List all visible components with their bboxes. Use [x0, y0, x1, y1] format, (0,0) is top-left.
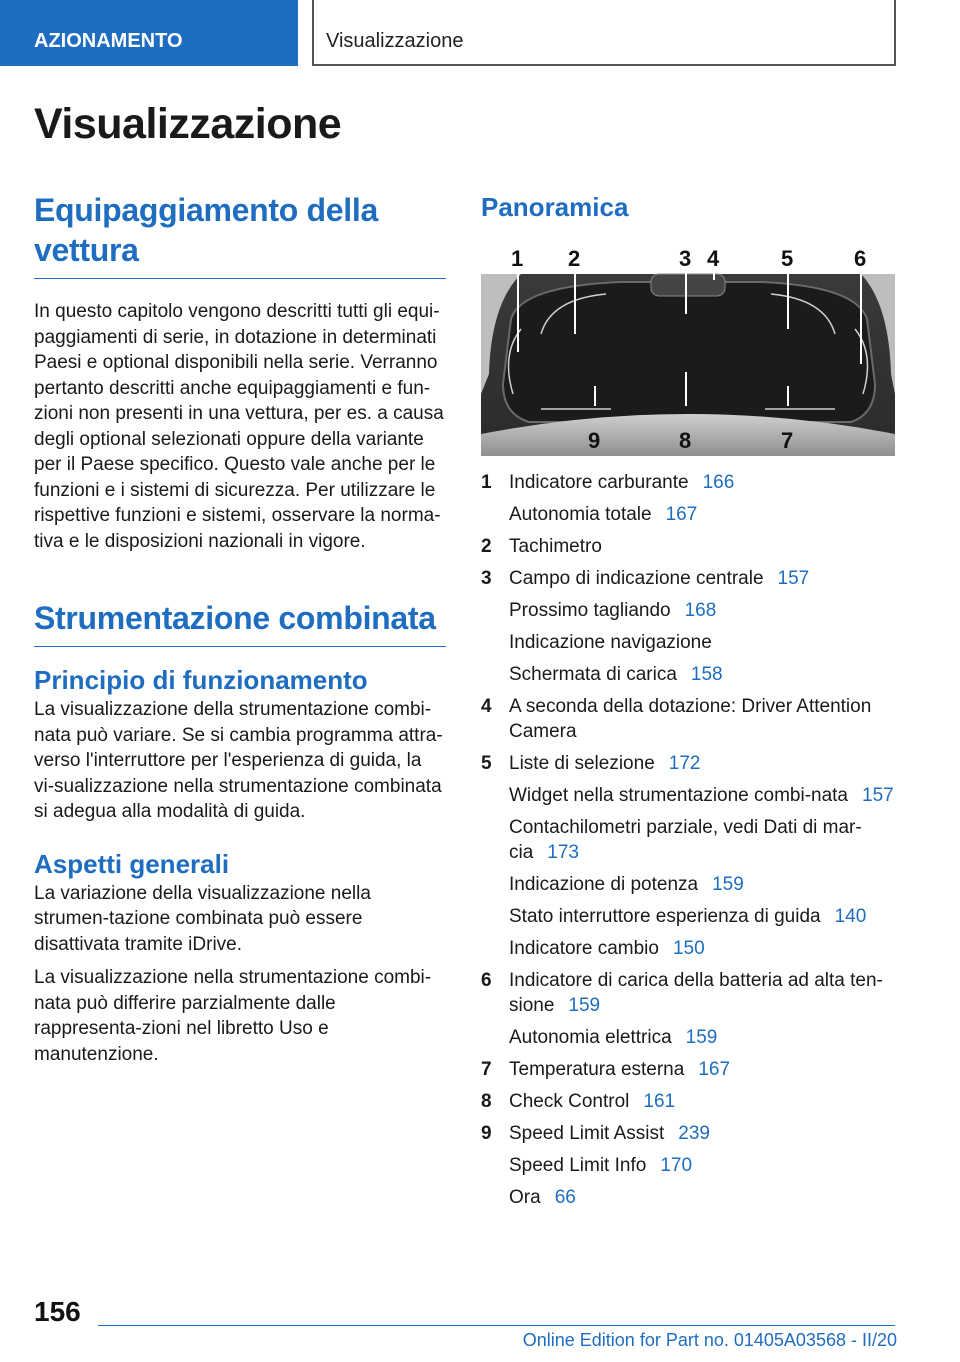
paragraph-vehicle-equipment: In questo capitolo vengono descritti tutti gli equi-paggiamenti di serie, in dotazione in determinati Paesi e optional disponibili nella serie. Verranno pertanto descritti anche equipaggiamenti e fun-zioni non presenti in una vettura, per es. a causa degli optional selezionati oppure della variante per il Paese specifico. Questo vale anche per le funzioni e i sistemi di sicurezza. Per utilizzare le rispettive funzioni e sistemi, osservare la norma-tiva e le disposizioni nazionali in vigore. — [34, 301, 444, 552]
legend-text: Indicazione di potenza — [509, 874, 699, 895]
page-reference-link[interactable]: 66 — [554, 1187, 576, 1208]
legend-text: Indicatore di carica della batteria ad alta ten-sione — [509, 970, 883, 1016]
legend-text: Widget nella strumentazione combi-nata — [509, 785, 849, 806]
page-number: 156 — [34, 1296, 81, 1327]
page-reference-link[interactable]: 159 — [712, 874, 744, 895]
legend-text: Autonomia totale — [509, 504, 652, 525]
legend-number: 1 — [481, 472, 492, 493]
legend-item — [481, 783, 895, 808]
legend-item — [481, 936, 895, 961]
callout-2: 2 — [568, 246, 581, 271]
footer-edition-text: Online Edition for Part no. 01405A03568 - II/20 — [522, 1330, 897, 1350]
legend-number — [481, 1025, 509, 1050]
legend-item — [481, 598, 895, 623]
page-reference-link[interactable]: 158 — [690, 664, 723, 685]
callout-numbers-top — [511, 246, 866, 271]
heading-operating-principle: Principio di funzionamento — [34, 665, 368, 695]
heading-vehicle-equipment: Equipaggiamento della vettura — [34, 190, 446, 279]
legend-number: 4 — [481, 696, 492, 717]
legend-text: Indicazione navigazione — [509, 632, 712, 653]
legend-item — [481, 502, 895, 527]
page-reference-link[interactable]: 157 — [777, 568, 810, 589]
heading-instrument-cluster: Strumentazione combinata — [34, 598, 446, 647]
legend-item — [481, 751, 895, 776]
legend-number: 7 — [481, 1059, 492, 1080]
legend-item — [481, 630, 895, 655]
legend-text: Stato interruttore esperienza di guida — [509, 906, 821, 927]
callout-1: 1 — [511, 246, 524, 271]
legend-item — [481, 872, 895, 897]
page-reference-link[interactable]: 170 — [660, 1155, 693, 1176]
legend-text: Prossimo tagliando — [509, 600, 671, 621]
paragraph-operating-principle: La visualizzazione della strumentazione combi-nata può variare. Se si cambia programma attra-verso l'interruttore per l'esperienza di guida, la vi-sualizzazione nella strumentazione combinata si adegua alla modalità di guida. — [34, 699, 443, 822]
legend-text: Schermata di carica — [509, 664, 677, 685]
legend-item — [481, 662, 895, 687]
paragraph-general-1: La variazione della visualizzazione nella strumen-tazione combinata può essere disattivata tramite iDrive. — [34, 882, 371, 955]
page-reference-link[interactable]: 161 — [643, 1091, 676, 1112]
legend-item — [481, 815, 895, 865]
page-reference-link[interactable]: 159 — [568, 995, 601, 1016]
header-chapter-label: Visualizzazione — [312, 0, 896, 66]
legend-text: Speed Limit Assist — [509, 1123, 665, 1144]
page-reference-link[interactable]: 140 — [834, 906, 867, 927]
page-reference-link[interactable]: 150 — [672, 938, 705, 959]
page-reference-link[interactable]: 159 — [685, 1027, 718, 1048]
legend-number: 5 — [481, 753, 492, 774]
right-column — [481, 190, 895, 1217]
figure-legend — [481, 470, 895, 1210]
legend-item — [481, 1025, 895, 1050]
legend-text: Check Control — [509, 1091, 630, 1112]
page-title: Visualizzazione — [34, 100, 342, 148]
legend-text: Indicatore cambio — [509, 938, 659, 959]
page-reference-link[interactable]: 173 — [547, 842, 579, 863]
legend-text: A seconda della dotazione: Driver Attention Camera — [509, 696, 872, 742]
callout-8: 8 — [679, 428, 692, 453]
legend-number — [481, 936, 509, 961]
paragraph-general-2: La visualizzazione nella strumentazione combi-nata può differire parzialmente dalle rappresenta-zioni nel libretto Uso e manutenzione. — [34, 967, 432, 1065]
legend-item — [481, 694, 895, 744]
callout-4: 4 — [707, 246, 720, 271]
page-reference-link[interactable]: 239 — [678, 1123, 710, 1144]
footer-divider — [98, 1325, 895, 1326]
legend-text: Campo di indicazione centrale — [509, 568, 764, 589]
legend-text: Tachimetro — [509, 536, 602, 557]
legend-item — [481, 566, 895, 591]
legend-text: Speed Limit Info — [509, 1155, 647, 1176]
legend-number — [481, 783, 509, 808]
legend-number — [481, 1185, 509, 1210]
instrument-cluster-figure — [481, 244, 895, 456]
legend-item — [481, 1121, 895, 1146]
legend-item — [481, 1185, 895, 1210]
callout-3: 3 — [679, 246, 692, 271]
legend-item — [481, 1153, 895, 1178]
legend-item — [481, 1057, 895, 1082]
legend-text: Autonomia elettrica — [509, 1027, 672, 1048]
legend-text: Contachilometri parziale, vedi Dati di mar-cia — [509, 817, 862, 863]
left-column — [34, 190, 446, 1067]
header-section-label: AZIONAMENTO — [0, 0, 298, 66]
callout-7: 7 — [781, 428, 794, 453]
legend-number: 8 — [481, 1091, 492, 1112]
heading-general-aspects: Aspetti generali — [34, 848, 230, 879]
legend-item — [481, 470, 895, 495]
callout-6: 6 — [854, 246, 867, 271]
callout-9: 9 — [588, 428, 601, 453]
legend-number: 6 — [481, 970, 492, 991]
legend-text: Liste di selezione — [509, 753, 655, 774]
callout-5: 5 — [781, 246, 794, 271]
legend-number — [481, 904, 509, 929]
page-reference-link[interactable]: 167 — [665, 504, 698, 525]
page-reference-link[interactable]: 167 — [698, 1059, 731, 1080]
page-reference-link[interactable]: 157 — [862, 785, 894, 806]
cluster-housing — [503, 282, 875, 422]
page-reference-link[interactable]: 166 — [702, 472, 735, 493]
page-reference-link[interactable]: 168 — [684, 600, 717, 621]
legend-number — [481, 630, 509, 655]
legend-number — [481, 662, 509, 687]
legend-number — [481, 1153, 509, 1178]
legend-number: 2 — [481, 536, 492, 557]
legend-number — [481, 598, 509, 623]
legend-number — [481, 502, 509, 527]
legend-text: Ora — [509, 1187, 541, 1208]
heading-overview: Panoramica — [481, 192, 629, 222]
legend-item — [481, 1089, 895, 1114]
legend-number — [481, 815, 509, 865]
legend-text: Indicatore carburante — [509, 472, 689, 493]
legend-number: 9 — [481, 1123, 492, 1144]
legend-text: Temperatura esterna — [509, 1059, 685, 1080]
legend-item — [481, 534, 895, 559]
legend-item — [481, 904, 895, 929]
page-reference-link[interactable]: 172 — [668, 753, 701, 774]
legend-number: 3 — [481, 568, 492, 589]
legend-number — [481, 872, 509, 897]
legend-item — [481, 968, 895, 1018]
